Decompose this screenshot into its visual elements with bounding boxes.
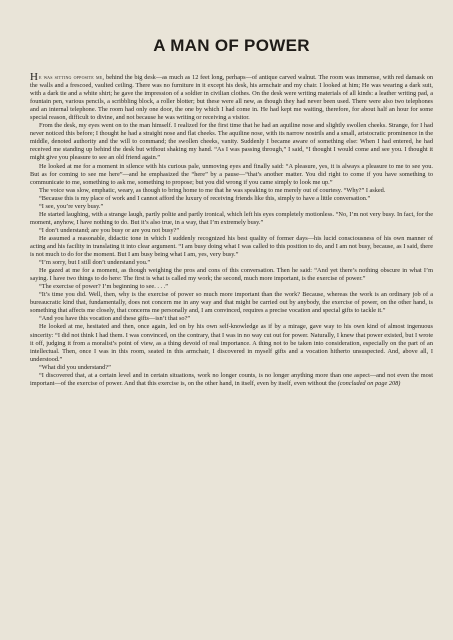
- paragraph: He gazed at me for a moment, as though weighing the pros and cons of this conversation. Then he said: “And yet there’s nothing obscure in what I’m saying. I have two things to do here: The first is what is called my work; the second, much more important, is the exercise of power.”: [30, 267, 433, 283]
- paragraph: “And you have this vocation and these gifts—isn’t that so?”: [39, 315, 191, 323]
- paragraph: He started laughing, with a strange laugh, partly polite and partly ironical, which left his eyes completely motionless. “No, I’m not very busy. In fact, for the moment, anyhow, I have nothing to do. But it’s also true, in a way, that I’m extremely busy.”: [30, 210, 433, 226]
- last-paragraph-text: “I discovered that, at a certain level and in certain situations, work no longer counts, is no longer anything more than one aspect—and not even the most important—of the exercise of power. And that this exercise is, on the other hand, in itself, even by itself, even without the: [30, 371, 433, 387]
- paragraph: “I’m sorry, but I still don’t understand you.”: [39, 259, 151, 267]
- paragraph: “It’s time you did. Well, then, why is the exercise of power so much more important than the work? Because, whereas the work is an ordinary job of a bureaucratic kind that, fundamentally, does not concern me in any way and that might be carried out by anybody, the exercise of power, on the other hand, is something that affects me closely, that concerns me personally and, I am convinced, requires a precise vocation and special gifts to tackle it.”: [30, 291, 433, 315]
- paragraph: “What did you understand?”: [39, 363, 111, 371]
- paragraph: “The exercise of power? I’m beginning to see. . . .”: [39, 283, 169, 291]
- continued-note: (concluded on page 208): [337, 379, 401, 387]
- paragraph: “Because this is my place of work and I cannot afford the luxury of receiving friends like this, simply to have a little conversation.”: [39, 194, 371, 202]
- opening-paragraph: [30, 71, 433, 122]
- paragraph: The voice was slow, emphatic, weary, as though to bring home to me that he was speaking to me merely out of courtesy. “Why?” I asked.: [39, 186, 386, 194]
- drop-cap: H: [30, 71, 38, 83]
- paragraph: He looked at me, hesitated and then, once again, led on by his own self-knowledge as if by a mirage, gave way to his own kind of almost ingenuous sincerity: “I did not think I had them. I was convinced, on the contrary, that I was in no way cut out for power. Naturally, I knew that power existed, but I wrote it off, judging it from a moralist’s point of view, as a thing devoid of real importance. A thing not to be taken into consideration, especially on the part of an intellectual. Then, once I was in this room, seated in this armchair, I discovered in myself gifts and a vocation hitherto unsuspected. And, above all, I understood.”: [30, 323, 433, 363]
- last-paragraph: [30, 372, 433, 388]
- opening-text: behind the big desk—as much as 12 feet long, perhaps—of antique carved walnut. The room was immense, with red damask on the walls and a frescoed, vaulted ceiling. There was no furniture in it except his desk, his armchair and my chair. I looked at him; He was wearing a dark suit, with a dark tie and a white shirt; he gave the impression of a soldier in civilian clothes. On the desk were writing materials of all kinds: a leather writing pad, a fountain pen, various pencils, a scribbling block, a roller blotter; but these were all new, as though they had never been used. There were also two telephones and an internal telephone. The room had only one door, the one by which I had come in. He had kept me waiting, therefore, for about half an hour for some special reason, difficult to divine, and not because he was writing or receiving a visitor.: [30, 74, 433, 122]
- article-body: [30, 71, 433, 388]
- article-title: A MAN OF POWER: [153, 36, 310, 55]
- paragraph: He assumed a reasonable, didactic tone in which I suddenly recognized his best quality of former days—his lucid consciousness of his own manner of acting and his facility in translating it into clear argument. “I am busy doing what I was called to this position to do, and I am not busy, because, as I said, there is not much to do for the moment. But I am busy being what I am, yes, very busy.”: [30, 234, 433, 259]
- paragraph: “I see, you’re very busy.”: [39, 202, 104, 210]
- paragraph: “I don’t understand; are you busy or are you not busy?”: [39, 226, 180, 234]
- paragraph: He looked at me for a moment in silence with his curious pale, unmoving eyes and finally said: “A pleasure, yes, it is always a pleasure to me to see you. But as for coming to see me here”—and he emphasized the “here” by a pause—“that’s another matter. You did right to come if you have something to communicate to me, something to ask me, something to propose; but you did wrong if you came simply to look me up.”: [30, 162, 433, 186]
- opening-smallcaps: e was sitting opposite me,: [38, 74, 105, 81]
- paragraph: From the desk, my eyes went on to the man himself. I realized for the first time that he had an aquiline nose and slightly swollen cheeks. Strange, for I had never noticed this before; I thought he had a straight nose and flat cheeks. The aquiline nose, with its narrow nostrils and a small, aristocratic prominence in the middle, denoted authority and the will to command; the swollen cheeks, vanity. Suddenly I became aware of something else: When I had entered, he had received me standing up behind the desk but without shaking my hand. “As I was passing through,” I said, “I thought I would come and see you. I thought it might give you pleasure to see an old friend again.”: [30, 122, 433, 162]
